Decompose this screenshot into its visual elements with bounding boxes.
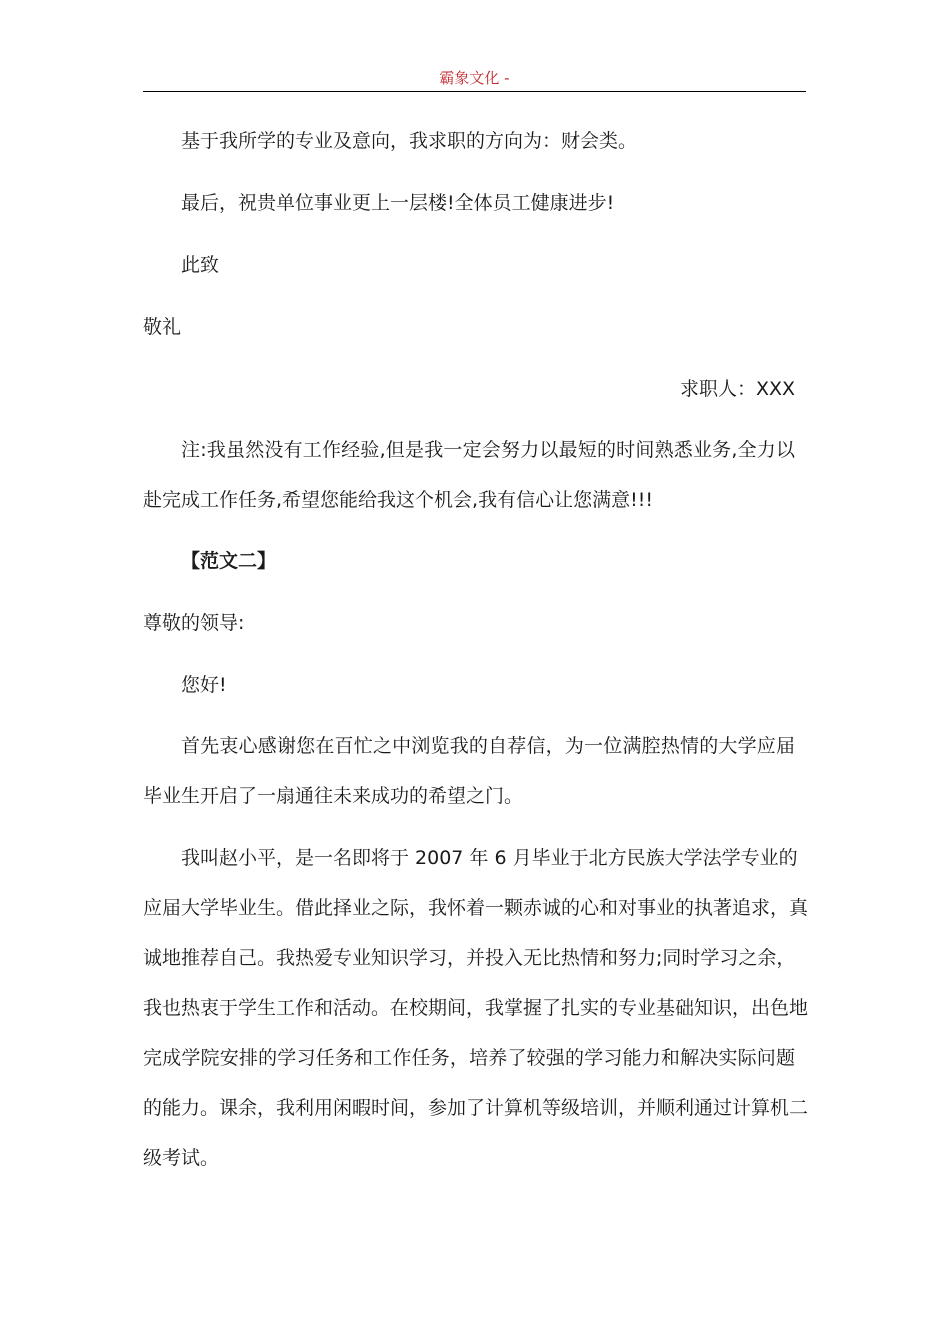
paragraph-wish: 最后，祝贵单位事业更上一层楼!全体员工健康进步! (181, 192, 615, 214)
page-header (143, 66, 806, 92)
body-line-4: 我也热衷于学生工作和活动。在校期间，我掌握了扎实的专业基础知识，出色地 (143, 997, 809, 1019)
body-line-1: 我叫赵小平，是一名即将于 2007 年 6 月毕业于北方民族大学法学专业的 (181, 847, 798, 869)
header-title: 霸象文化 - (439, 69, 510, 87)
note-line-1: 注:我虽然没有工作经验,但是我一定会努力以最短的时间熟悉业务,全力以 (181, 439, 795, 461)
body-line-6: 的能力。课余，我利用闲暇时间，参加了计算机等级培训，并顺利通过计算机二 (143, 1097, 809, 1119)
intro-line-2: 毕业生开启了一扇通往未来成功的希望之门。 (143, 785, 524, 807)
note-line-2: 赴完成工作任务,希望您能给我这个机会,我有信心让您满意!!! (143, 489, 653, 511)
body-line-5: 完成学院安排的学习任务和工作任务，培养了较强的学习能力和解决实际问题 (143, 1047, 795, 1069)
signature: 求职人：XXX (679, 378, 795, 400)
paragraph-note (143, 425, 795, 525)
salutation-jingli: 敬礼 (143, 316, 182, 338)
section-title: 【范文二】 (181, 550, 277, 572)
paragraph-direction: 基于我所学的专业及意向，我求职的方向为：财会类。 (181, 130, 638, 152)
intro-line-1: 首先衷心感谢您在百忙之中浏览我的自荐信，为一位满腔热情的大学应届 (181, 735, 795, 757)
body-line-7: 级考试。 (143, 1147, 220, 1169)
salutation-cizhi: 此致 (181, 254, 220, 276)
paragraph-intro (143, 721, 795, 821)
body-line-3: 诚地推荐自己。我热爱专业知识学习，并投入无比热情和努力;同时学习之余， (143, 947, 796, 969)
greeting: 尊敬的领导: (143, 612, 245, 634)
paragraph-body (143, 833, 809, 1183)
body-line-2: 应届大学毕业生。借此择业之际，我怀着一颗赤诚的心和对事业的执著追求，真 (143, 897, 809, 919)
hello: 您好! (181, 674, 227, 696)
